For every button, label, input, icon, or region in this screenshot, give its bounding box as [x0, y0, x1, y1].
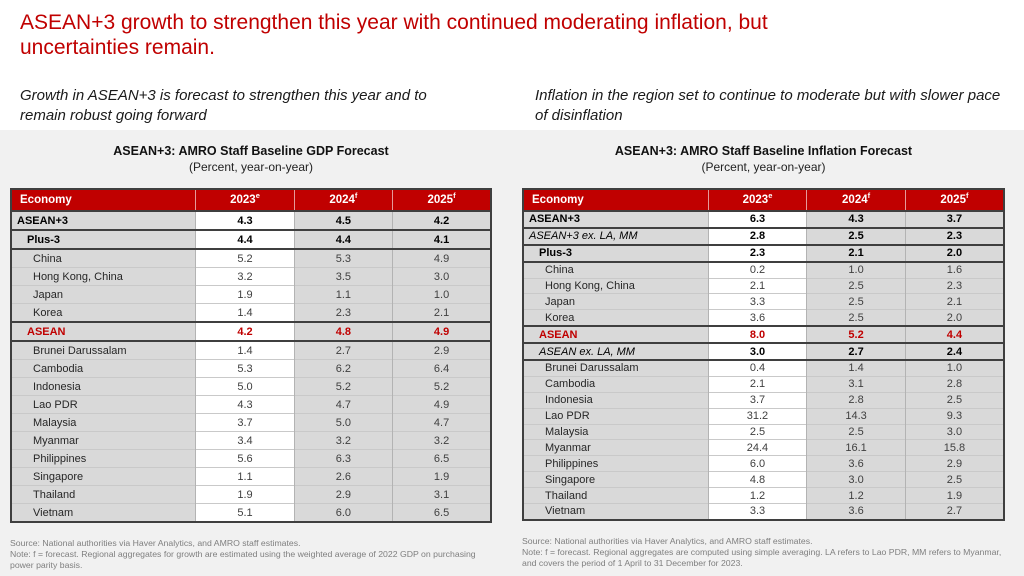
value-cell: 6.4 — [393, 360, 491, 378]
value-cell: 1.1 — [294, 286, 392, 304]
value-cell: 5.2 — [393, 378, 491, 396]
gdp-table-unit: (Percent, year-on-year) — [188, 160, 314, 174]
economy-cell: Japan — [523, 294, 708, 310]
value-cell: 6.5 — [393, 504, 491, 523]
economy-cell: ASEAN — [523, 326, 708, 343]
value-cell: 0.4 — [708, 360, 807, 376]
slide-title: ASEAN+3 growth to strengthen this year with continued moderating inflation, but uncertainties remain. — [20, 11, 768, 59]
year-column-header: 2025$^f$ — [393, 189, 491, 211]
economy-cell: ASEAN ex. LA, MM — [523, 343, 708, 360]
value-cell: 1.4 — [196, 341, 294, 360]
value-cell: 0.2 — [708, 262, 807, 278]
value-cell: 2.5 — [708, 424, 807, 440]
column-superscript: f — [867, 191, 871, 201]
value-cell: 2.6 — [294, 468, 392, 486]
value-cell: 5.2 — [196, 249, 294, 268]
value-cell: 3.1 — [393, 486, 491, 504]
table-row — [523, 440, 1004, 456]
economy-cell: Indonesia — [11, 378, 196, 396]
value-cell: 5.3 — [294, 249, 392, 268]
value-cell: 2.5 — [807, 310, 906, 326]
table-row — [523, 245, 1004, 262]
value-cell: 2.7 — [807, 343, 906, 360]
header-row — [523, 189, 1004, 211]
column-superscript: f — [453, 191, 456, 201]
table-row — [11, 360, 491, 378]
value-cell: 5.0 — [196, 378, 294, 396]
table-row — [523, 343, 1004, 360]
value-cell: 1.0 — [905, 360, 1004, 376]
inflation-note: Note: f = forecast. Regional aggregates are computed using simple averaging. LA refers to Lao PDR, MM refers to Myanmar, and covers the period of 1 April to 31 December for 2023. — [522, 546, 1002, 568]
economy-cell: Japan — [11, 286, 196, 304]
value-cell: 2.3 — [905, 278, 1004, 294]
value-cell: 14.3 — [807, 408, 906, 424]
economy-cell: Philippines — [523, 456, 708, 472]
economy-column-header: Economy — [523, 189, 708, 211]
value-cell: 6.2 — [294, 360, 392, 378]
value-cell: 5.0 — [294, 414, 392, 432]
value-cell: 9.3 — [905, 408, 1004, 424]
inflation-forecast-table — [522, 188, 1005, 521]
gdp-source: Source: National authorities via Haver Analytics, and AMRO staff estimates. — [10, 538, 301, 548]
value-cell: 2.5 — [807, 424, 906, 440]
inflation-table-unit: (Percent, year-on-year) — [701, 160, 826, 174]
value-cell: 2.0 — [905, 245, 1004, 262]
economy-cell: Malaysia — [523, 424, 708, 440]
value-cell: 2.8 — [807, 392, 906, 408]
inflation-forecast-panel — [522, 144, 1005, 569]
gdp-note: Note: f = forecast. Regional aggregates for growth are estimated using the weighted average of 2022 GDP on purchasing power parity basis. — [10, 549, 476, 570]
inflation-source-note — [522, 536, 1005, 569]
table-row — [11, 486, 491, 504]
value-cell: 5.6 — [196, 450, 294, 468]
value-cell: 4.9 — [393, 322, 491, 341]
economy-cell: Philippines — [11, 450, 196, 468]
gdp-table-title: ASEAN+3: AMRO Staff Baseline GDP Forecast — [113, 144, 389, 158]
value-cell: 4.3 — [196, 211, 294, 230]
value-cell: 4.7 — [393, 414, 491, 432]
value-cell: 4.1 — [393, 230, 491, 249]
value-cell: 2.1 — [393, 304, 491, 323]
value-cell: 6.5 — [393, 450, 491, 468]
table-row — [523, 392, 1004, 408]
table-row — [11, 432, 491, 450]
economy-cell: Vietnam — [523, 504, 708, 520]
economy-cell: Myanmar — [523, 440, 708, 456]
economy-cell: Lao PDR — [11, 396, 196, 414]
value-cell: 2.9 — [294, 486, 392, 504]
value-cell: 2.1 — [708, 278, 807, 294]
economy-cell: Indonesia — [523, 392, 708, 408]
value-cell: 4.7 — [294, 396, 392, 414]
table-row — [11, 286, 491, 304]
value-cell: 2.8 — [905, 376, 1004, 392]
value-cell: 5.2 — [294, 378, 392, 396]
value-cell: 2.7 — [294, 341, 392, 360]
value-cell: 2.3 — [294, 304, 392, 323]
table-row — [523, 228, 1004, 245]
value-cell: 2.7 — [905, 504, 1004, 520]
inflation-source: Source: National authorities via Haver Analytics, and AMRO staff estimates. — [522, 535, 813, 546]
economy-cell: Korea — [523, 310, 708, 326]
value-cell: 24.4 — [708, 440, 807, 456]
table-row — [11, 268, 491, 286]
economy-cell: Plus-3 — [523, 245, 708, 262]
value-cell: 4.4 — [294, 230, 392, 249]
value-cell: 3.6 — [807, 504, 906, 520]
value-cell: 2.1 — [708, 376, 807, 392]
value-cell: 2.3 — [708, 245, 807, 262]
table-row — [11, 304, 491, 323]
table-row — [11, 378, 491, 396]
table-row — [523, 488, 1004, 504]
value-cell: 3.0 — [708, 343, 807, 360]
value-cell: 4.5 — [294, 211, 392, 230]
value-cell: 5.1 — [196, 504, 294, 523]
economy-cell: ASEAN+3 ex. LA, MM — [523, 228, 708, 245]
economy-cell: Hong Kong, China — [11, 268, 196, 286]
value-cell: 4.9 — [393, 249, 491, 268]
header-row — [11, 189, 491, 211]
value-cell: 16.1 — [807, 440, 906, 456]
economy-cell: Hong Kong, China — [523, 278, 708, 294]
inflation-table-body — [523, 211, 1004, 520]
value-cell: 3.2 — [294, 432, 392, 450]
value-cell: 4.2 — [196, 322, 294, 341]
value-cell: 6.0 — [294, 504, 392, 523]
year-column-header: 2023e — [196, 189, 294, 211]
table-row — [523, 360, 1004, 376]
table-row — [11, 468, 491, 486]
economy-cell: Myanmar — [11, 432, 196, 450]
economy-cell: Singapore — [11, 468, 196, 486]
economy-cell: Thailand — [11, 486, 196, 504]
value-cell: 2.5 — [807, 278, 906, 294]
value-cell: 2.5 — [807, 228, 906, 245]
value-cell: 6.0 — [708, 456, 807, 472]
table-row — [523, 456, 1004, 472]
table-row — [523, 278, 1004, 294]
value-cell: 2.5 — [905, 392, 1004, 408]
value-cell: 8.0 — [708, 326, 807, 343]
table-row — [523, 294, 1004, 310]
value-cell: 3.1 — [807, 376, 906, 392]
value-cell: 3.0 — [393, 268, 491, 286]
value-cell: 1.9 — [905, 488, 1004, 504]
economy-cell: China — [523, 262, 708, 278]
value-cell: 2.1 — [905, 294, 1004, 310]
value-cell: 2.1 — [807, 245, 906, 262]
value-cell: 4.2 — [393, 211, 491, 230]
year-column-header: 2025$^f$ — [905, 189, 1004, 211]
value-cell: 3.2 — [393, 432, 491, 450]
value-cell: 3.7 — [196, 414, 294, 432]
value-cell: 15.8 — [905, 440, 1004, 456]
value-cell: 3.7 — [905, 211, 1004, 228]
value-cell: 4.4 — [196, 230, 294, 249]
value-cell: 2.9 — [905, 456, 1004, 472]
value-cell: 31.2 — [708, 408, 807, 424]
gdp-source-note — [10, 538, 492, 571]
table-row — [11, 450, 491, 468]
year-column-header: 2024$^f$ — [294, 189, 392, 211]
value-cell: 3.2 — [196, 268, 294, 286]
economy-cell: ASEAN+3 — [11, 211, 196, 230]
column-superscript: f — [965, 191, 969, 201]
value-cell: 1.0 — [807, 262, 906, 278]
year-column-header: 2023e — [708, 189, 807, 211]
value-cell: 2.9 — [393, 341, 491, 360]
value-cell: 1.9 — [196, 486, 294, 504]
economy-cell: Lao PDR — [523, 408, 708, 424]
inflation-table-title: ASEAN+3: AMRO Staff Baseline Inflation Forecast — [614, 144, 913, 158]
table-row — [11, 396, 491, 414]
table-row — [523, 408, 1004, 424]
value-cell: 4.3 — [807, 211, 906, 228]
economy-cell: Malaysia — [11, 414, 196, 432]
year-column-header: 2024$^f$ — [807, 189, 906, 211]
table-row — [523, 424, 1004, 440]
column-superscript: f — [354, 191, 358, 201]
column-superscript: e — [255, 191, 260, 201]
value-cell: 4.3 — [196, 396, 294, 414]
value-cell: 3.6 — [708, 310, 807, 326]
table-row — [523, 310, 1004, 326]
value-cell: 1.1 — [196, 468, 294, 486]
gdp-table-header — [11, 189, 491, 211]
table-row — [11, 249, 491, 268]
value-cell: 1.6 — [905, 262, 1004, 278]
gdp-forecast-table — [10, 188, 492, 523]
value-cell: 2.8 — [708, 228, 807, 245]
value-cell: 3.5 — [294, 268, 392, 286]
gdp-forecast-panel — [10, 144, 492, 571]
value-cell: 1.2 — [807, 488, 906, 504]
economy-cell: China — [11, 249, 196, 268]
value-cell: 6.3 — [294, 450, 392, 468]
value-cell: 2.5 — [905, 472, 1004, 488]
economy-cell: Thailand — [523, 488, 708, 504]
right-subtitle: Inflation in the region set to continue to moderate but with slower pace of disinflation — [535, 87, 1001, 124]
economy-cell: Brunei Darussalam — [11, 341, 196, 360]
value-cell: 3.4 — [196, 432, 294, 450]
value-cell: 5.3 — [196, 360, 294, 378]
economy-cell: ASEAN — [11, 322, 196, 341]
table-row — [523, 472, 1004, 488]
value-cell: 4.4 — [905, 326, 1004, 343]
value-cell: 6.3 — [708, 211, 807, 228]
table-row — [11, 341, 491, 360]
gdp-table-body — [11, 211, 491, 522]
economy-cell: Vietnam — [11, 504, 196, 523]
economy-cell: Brunei Darussalam — [523, 360, 708, 376]
column-superscript: e — [768, 191, 773, 201]
economy-cell: Plus-3 — [11, 230, 196, 249]
value-cell: 1.4 — [807, 360, 906, 376]
economy-cell: Cambodia — [11, 360, 196, 378]
value-cell: 1.9 — [196, 286, 294, 304]
economy-cell: Singapore — [523, 472, 708, 488]
left-subtitle: Growth in ASEAN+3 is forecast to strengthen this year and to remain robust going forward — [20, 87, 427, 124]
table-row — [11, 230, 491, 249]
value-cell: 1.0 — [393, 286, 491, 304]
table-row — [523, 504, 1004, 520]
value-cell: 2.4 — [905, 343, 1004, 360]
table-row — [523, 211, 1004, 228]
inflation-table-header — [523, 189, 1004, 211]
value-cell: 4.8 — [708, 472, 807, 488]
value-cell: 2.5 — [807, 294, 906, 310]
table-row — [523, 326, 1004, 343]
value-cell: 2.0 — [905, 310, 1004, 326]
table-row — [11, 504, 491, 523]
value-cell: 5.2 — [807, 326, 906, 343]
value-cell: 1.4 — [196, 304, 294, 323]
table-row — [11, 414, 491, 432]
economy-column-header: Economy — [11, 189, 196, 211]
value-cell: 3.0 — [807, 472, 906, 488]
value-cell: 1.2 — [708, 488, 807, 504]
value-cell: 3.3 — [708, 504, 807, 520]
value-cell: 3.6 — [807, 456, 906, 472]
value-cell: 2.3 — [905, 228, 1004, 245]
value-cell: 1.9 — [393, 468, 491, 486]
table-row — [523, 262, 1004, 278]
table-row — [11, 211, 491, 230]
value-cell: 3.0 — [905, 424, 1004, 440]
value-cell: 4.8 — [294, 322, 392, 341]
economy-cell: Cambodia — [523, 376, 708, 392]
economy-cell: ASEAN+3 — [523, 211, 708, 228]
value-cell: 3.3 — [708, 294, 807, 310]
table-row — [11, 322, 491, 341]
economy-cell: Korea — [11, 304, 196, 323]
value-cell: 4.9 — [393, 396, 491, 414]
table-row — [523, 376, 1004, 392]
value-cell: 3.7 — [708, 392, 807, 408]
